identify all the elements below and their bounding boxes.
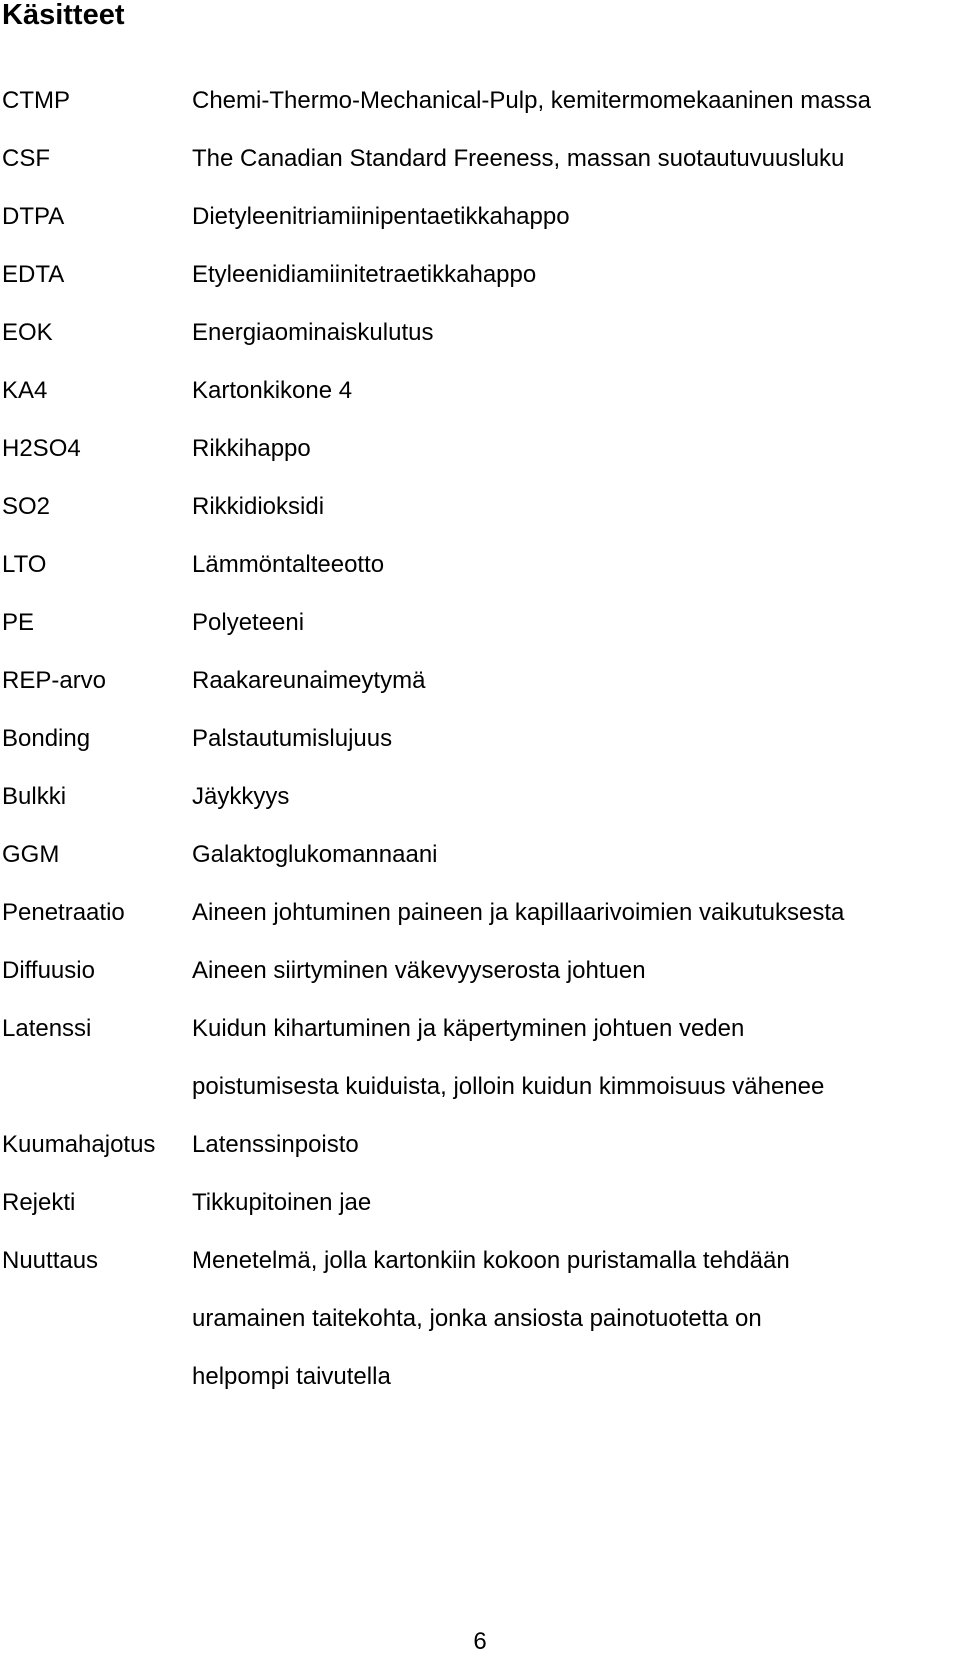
glossary-entry: [0, 478, 960, 536]
glossary-entry: [0, 768, 960, 826]
glossary-definition: Latenssinpoisto: [192, 1131, 359, 1158]
glossary-definition: Aineen siirtyminen väkevyyserosta johtuen: [192, 957, 646, 984]
glossary-definition: Polyeteeni: [192, 609, 305, 636]
glossary-entry: [0, 536, 960, 594]
glossary-definition: Menetelmä, jolla kartonkiin kokoon puristamalla tehdään uramainen taitekohta, jonka ansiosta painotuotetta on helpompi taivutella: [192, 1247, 790, 1390]
glossary-term: Nuuttaus: [2, 1247, 99, 1274]
glossary-entry: [0, 420, 960, 478]
glossary-definition: The Canadian Standard Freeness, massan suotautuvuusluku: [192, 145, 845, 172]
glossary-term: CSF: [2, 145, 50, 172]
glossary-term: EOK: [2, 319, 53, 346]
glossary-definition: Dietyleenitriamiinipentaetikkahappo: [192, 203, 570, 230]
glossary-term: Latenssi: [2, 1015, 92, 1042]
glossary-entry: [0, 710, 960, 768]
glossary-term: Penetraatio: [2, 899, 125, 926]
glossary-entry: [0, 188, 960, 246]
glossary-definition: Raakareunaimeytymä: [192, 667, 426, 694]
glossary-entry: [0, 826, 960, 884]
glossary-term: PE: [2, 609, 35, 636]
glossary-definition: Etyleenidiamiinitetraetikkahappo: [192, 261, 537, 288]
glossary-term: CTMP: [2, 87, 70, 114]
glossary-definition: Kartonkikone 4: [192, 377, 353, 404]
glossary-term: Rejekti: [2, 1189, 76, 1216]
glossary-definition: Palstautumislujuus: [192, 725, 393, 752]
glossary-definition: Rikkidioksidi: [192, 493, 325, 520]
glossary-list: [0, 72, 960, 1406]
glossary-term: Bonding: [2, 725, 91, 752]
glossary-term: Diffuusio: [2, 957, 95, 984]
glossary-definition: Aineen johtuminen paineen ja kapillaarivoimien vaikutuksesta: [192, 899, 845, 926]
glossary-definition: Energiaominaiskulutus: [192, 319, 434, 346]
glossary-entry: [0, 130, 960, 188]
glossary-entry: [0, 246, 960, 304]
glossary-entry: [0, 884, 960, 942]
glossary-term: KA4: [2, 377, 48, 404]
glossary-definition: Rikkihappo: [192, 435, 311, 462]
glossary-term: REP-arvo: [2, 667, 107, 694]
page-number: 6: [473, 1628, 487, 1655]
glossary-entry: [0, 652, 960, 710]
glossary-term: GGM: [2, 841, 60, 868]
glossary-term: Bulkki: [2, 783, 67, 810]
glossary-entry: [0, 1116, 960, 1174]
glossary-term: DTPA: [2, 203, 65, 230]
glossary-entry: [0, 1000, 960, 1116]
glossary-entry: [0, 1232, 960, 1406]
glossary-entry: [0, 362, 960, 420]
glossary-term: EDTA: [2, 261, 65, 288]
glossary-term: LTO: [2, 551, 47, 578]
glossary-term: Kuumahajotus: [2, 1131, 156, 1158]
glossary-entry: [0, 304, 960, 362]
glossary-entry: [0, 72, 960, 130]
glossary-definition: Chemi-Thermo-Mechanical-Pulp, kemitermomekaaninen massa: [192, 87, 871, 114]
glossary-entry: [0, 1174, 960, 1232]
glossary-entry: [0, 594, 960, 652]
glossary-term: H2SO4: [2, 435, 81, 462]
glossary-definition: Tikkupitoinen jae: [192, 1189, 372, 1216]
glossary-term: SO2: [2, 493, 51, 520]
glossary-definition: Kuidun kihartuminen ja käpertyminen johtuen veden poistumisesta kuiduista, jolloin kuidun kimmoisuus vähenee: [192, 1015, 825, 1100]
glossary-definition: Lämmöntalteeotto: [192, 551, 385, 578]
page-heading: Käsitteet: [2, 0, 125, 31]
glossary-entry: [0, 942, 960, 1000]
glossary-definition: Jäykkyys: [192, 783, 290, 810]
glossary-definition: Galaktoglukomannaani: [192, 841, 438, 868]
